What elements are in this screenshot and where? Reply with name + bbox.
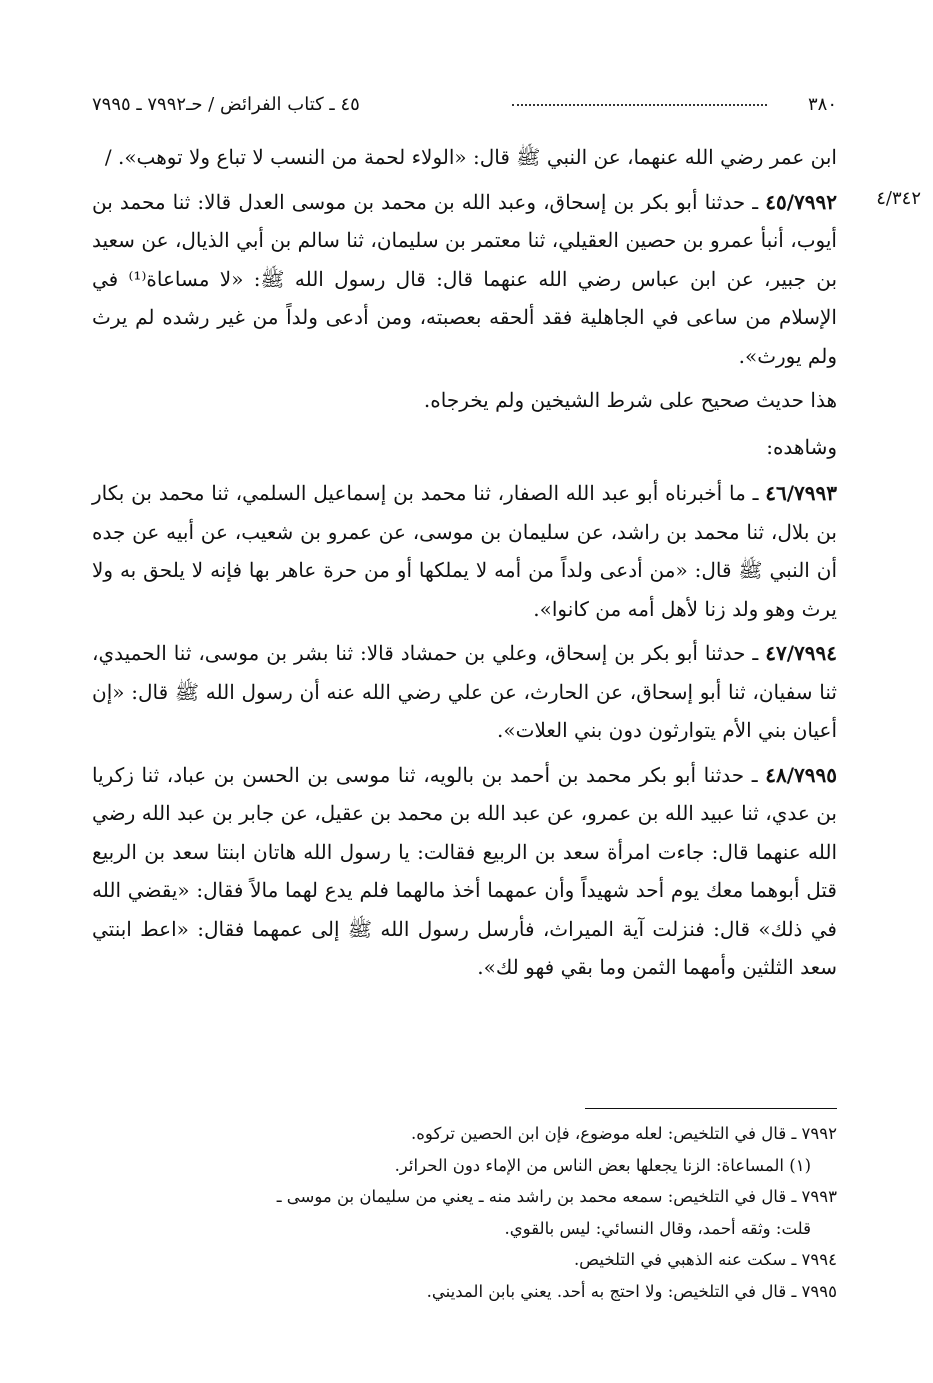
- hadith-number: ٤٧/٧٩٩٤: [765, 641, 837, 665]
- hadith-number: ٤٦/٧٩٩٣: [765, 481, 837, 505]
- hadith-number: ٤٨/٧٩٩٥: [765, 762, 837, 787]
- margin-note: ٤/٣٤٢: [876, 188, 921, 209]
- paragraph-text: هذا حديث صحيح على شرط الشيخين ولم يخرجاه.: [423, 388, 837, 412]
- footnote: ٧٩٩٥ ـ قال في التلخيص: ولا احتج به أحد. يعني بابن المديني.: [426, 1281, 837, 1301]
- footnote: (١) المساعاة: الزنا يجعلها بعض الناس من الإماء دون الحرائر.: [394, 1155, 811, 1175]
- footnote: ٧٩٩٢ ـ قال في التلخيص: لعله موضوع، فإن ابن الحصين تركوه.: [411, 1124, 837, 1143]
- running-title: ٤٥ ـ كتاب الفرائض / حـ٧٩٩٢ ـ ٧٩٩٥: [92, 94, 360, 115]
- hadith-paragraph: [92, 634, 837, 750]
- header-dotted-leader: [512, 104, 767, 106]
- paragraph-text: وشاهده:: [766, 434, 837, 459]
- paragraph-text: ـ حدثنا أبو بكر محمد بن أحمد بن بالويه، ثنا موسى بن الحسن بن عباد، ثنا زكريا بن عدي، ثنا عبيد الله بن عمرو، عن عبد الله بن محمد بن عقيل، عن جابر بن عبد الله رضي الله عنهما قال: جاءت امرأة سعد بن الربيع فقالت: يا رسول الله هاتان ابنتا سعد بن الربيع قتل أبوهما معك يوم أحد شهيداً وأن عمهما أخذ مالهما فلم يدع لهما مالاً فقال: «يقضي الله في ذلك» قال: فنزلت آية الميراث، فأرسل رسول الله ﷺ إلى عمهما فقال: «اعط ابنتي سعد الثلثين وأمهما الثمن وما بقي فهو لك».: [92, 762, 837, 979]
- paragraph: [92, 381, 837, 420]
- paragraph-text: ـ حدثنا أبو بكر بن إسحاق، وعلي بن حمشاد قالا: ثنا بشر بن موسى، ثنا الحميدي، ثنا سفيان، ثنا أبو إسحاق، عن الحارث، عن علي رضي الله عنه أن رسول الله ﷺ قال: «إن أعيان بني الأم يتوارثون دون بني العلات».: [92, 641, 837, 742]
- paragraph-text: ابن عمر رضي الله عنهما، عن النبي ﷺ قال: «الولاء لحمة من النسب لا تباع ولا توهب». /: [104, 145, 837, 169]
- footnote: قلت: وثقه أحمد، وقال النسائي: ليس بالقوي.: [504, 1218, 811, 1238]
- page-header: [92, 88, 837, 122]
- hadith-number: ٤٥/٧٩٩٢: [765, 189, 837, 214]
- paragraph: [92, 428, 837, 467]
- footnote: ٧٩٩٣ ـ قال في التلخيص: سمعه محمد بن راشد منه ـ يعني من سليمان بن موسى ـ: [276, 1187, 837, 1206]
- footnotes: [92, 1118, 837, 1307]
- paragraph-text: ـ ما أخبرناه أبو عبد الله الصفار، ثنا محمد بن إسماعيل السلمي، ثنا محمد بن بكار بن بلال، ثنا محمد بن راشد، عن سليمان بن موسى، عن عمرو بن شعيب، عن أبيه عن جده أن النبي ﷺ قال: «من أدعى ولداً من أمه لا يملكها أو من حرة عاهر بها فإنه لا يلحق به ولا يرث وهو ولد زنا لأهل أمه من كانوا».: [92, 481, 837, 621]
- footnote: ٧٩٩٤ ـ سكت عنه الذهبي في التلخيص.: [573, 1250, 837, 1269]
- paragraph-text: ـ حدثنا أبو بكر بن إسحاق، وعبد الله بن محمد بن موسى العدل قالا: ثنا محمد بن أيوب، أنبأ عمرو بن حصين العقيلي، ثنا معتمر بن سليمان، ثنا سالم بن أبي الذيال، عن سعيد بن جبير، عن ابن عباس رضي الله عنهما قال: قال رسول الله ﷺ: «لا مساعاة⁽¹⁾ في الإسلام من ساعى في الجاهلية فقد ألحقه بعصبته، ومن أدعى ولداً من غير رشده لم يرث ولم يورث».: [92, 189, 838, 368]
- footnote-divider: [585, 1108, 837, 1109]
- page-number: ٣٨٠: [807, 94, 837, 115]
- hadith-paragraph: [92, 183, 837, 376]
- hadith-paragraph: [92, 474, 837, 628]
- main-text: [92, 138, 837, 993]
- paragraph: [92, 138, 837, 177]
- hadith-paragraph: [92, 756, 837, 987]
